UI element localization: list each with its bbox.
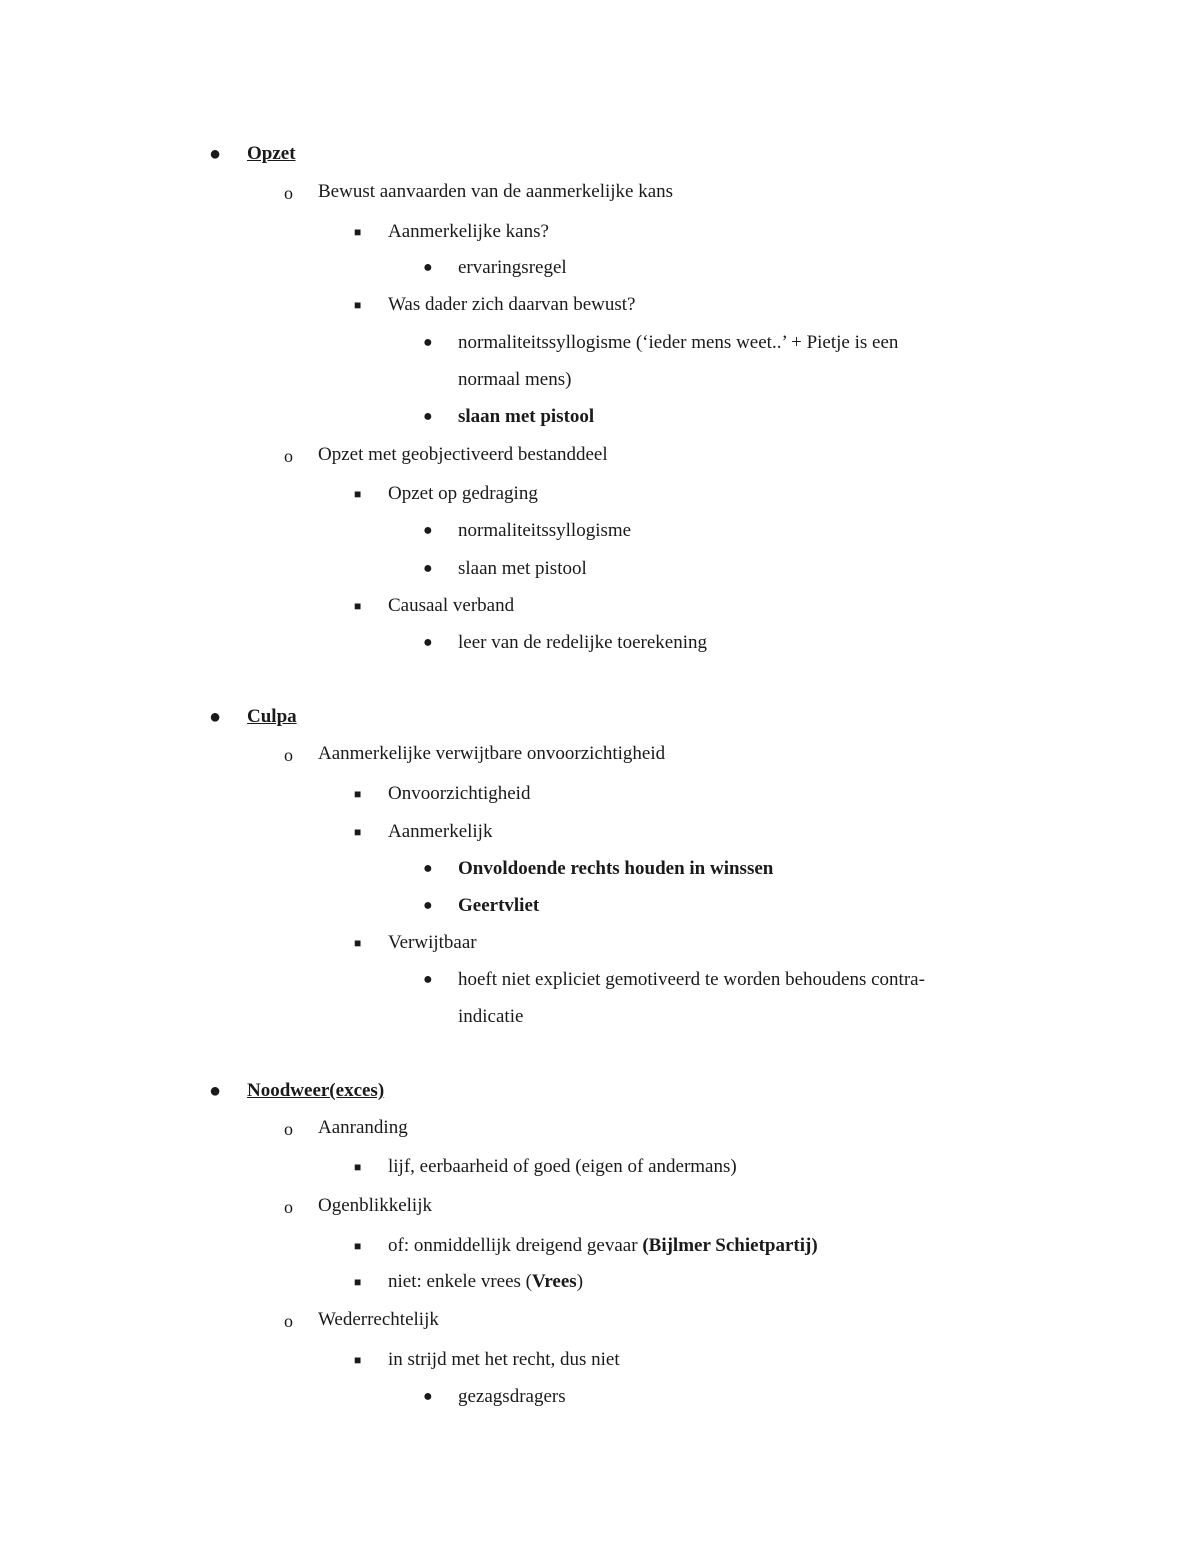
section-heading-noodweer: Noodweer(exces): [247, 1080, 385, 1101]
list-item: Verwijtbaar: [388, 932, 477, 953]
list-item: normaliteitssyllogisme (‘ieder mens weet..’ + Pietje is een: [458, 332, 899, 353]
bullet-disc-icon: ●: [209, 706, 222, 728]
list-item: [388, 1234, 818, 1258]
bullet-dot-icon: ●: [423, 634, 433, 651]
list-item-text: of: onmiddellijk dreigend gevaar: [388, 1235, 643, 1256]
section-heading-culpa: Culpa: [247, 706, 297, 727]
bullet-disc-icon: ●: [209, 143, 222, 165]
bullet-circle-icon: o: [284, 1197, 293, 1217]
list-item: Opzet met geobjectiveerd bestanddeel: [318, 444, 608, 465]
list-item: Aanmerkelijk: [388, 821, 493, 842]
bullet-dot-icon: ●: [423, 408, 433, 425]
bullet-square-icon: ■: [354, 1239, 362, 1253]
bullet-square-icon: ■: [354, 1353, 362, 1367]
list-item: Aanmerkelijke verwijtbare onvoorzichtigheid: [318, 743, 666, 764]
list-item: leer van de redelijke toerekening: [458, 632, 707, 653]
list-item: Onvoorzichtigheid: [388, 783, 531, 804]
bullet-dot-icon: ●: [423, 860, 433, 877]
bullet-square-icon: ■: [354, 487, 362, 501]
bullet-circle-icon: o: [284, 1119, 293, 1139]
list-item: Was dader zich daarvan bewust?: [388, 294, 636, 315]
list-item: Bewust aanvaarden van de aanmerkelijke kans: [318, 181, 674, 202]
bullet-dot-icon: ●: [423, 522, 433, 539]
bullet-square-icon: ■: [354, 225, 362, 239]
bullet-square-icon: ■: [354, 936, 362, 950]
bullet-square-icon: ■: [354, 787, 362, 801]
bullet-circle-icon: o: [284, 1311, 293, 1331]
bullet-square-icon: ■: [354, 825, 362, 839]
bullet-square-icon: ■: [354, 1160, 362, 1174]
list-item-text: ): [576, 1271, 584, 1292]
list-item: slaan met pistool: [458, 406, 595, 427]
case-reference: (Bijlmer Schietpartij): [642, 1235, 818, 1256]
list-item: ervaringsregel: [458, 257, 567, 278]
bullet-square-icon: ■: [354, 298, 362, 312]
bullet-square-icon: ■: [354, 599, 362, 613]
list-item-continuation: normaal mens): [458, 369, 572, 390]
bullet-dot-icon: ●: [423, 560, 433, 577]
bullet-square-icon: ■: [354, 1275, 362, 1289]
list-item: lijf, eerbaarheid of goed (eigen of andermans): [388, 1156, 737, 1177]
list-item: slaan met pistool: [458, 558, 587, 579]
bullet-dot-icon: ●: [423, 334, 433, 351]
list-item: gezagsdragers: [458, 1386, 566, 1407]
list-item: Geertvliet: [458, 895, 540, 916]
list-item: Aanranding: [318, 1117, 408, 1138]
list-item: [388, 1270, 583, 1294]
list-item: Aanmerkelijke kans?: [388, 221, 549, 242]
bullet-dot-icon: ●: [423, 971, 433, 988]
list-item-continuation: indicatie: [458, 1006, 524, 1027]
list-item-text: niet: enkele vrees (: [388, 1271, 533, 1292]
list-item: Opzet op gedraging: [388, 483, 538, 504]
list-item: Wederrechtelijk: [318, 1309, 439, 1330]
section-heading-opzet: Opzet: [247, 143, 296, 164]
bullet-dot-icon: ●: [423, 259, 433, 276]
bullet-dot-icon: ●: [423, 897, 433, 914]
bullet-circle-icon: o: [284, 446, 293, 466]
bullet-circle-icon: o: [284, 745, 293, 765]
list-item: Ogenblikkelijk: [318, 1195, 432, 1216]
list-item: normaliteitssyllogisme: [458, 520, 632, 541]
list-item: in strijd met het recht, dus niet: [388, 1349, 620, 1370]
list-item: Causaal verband: [388, 595, 515, 616]
case-reference: Vrees: [532, 1271, 577, 1292]
list-item: hoeft niet expliciet gemotiveerd te worden behoudens contra-: [458, 969, 925, 990]
bullet-dot-icon: ●: [423, 1388, 433, 1405]
bullet-disc-icon: ●: [209, 1080, 222, 1102]
bullet-circle-icon: o: [284, 183, 293, 203]
list-item: Onvoldoende rechts houden in winssen: [458, 858, 774, 879]
